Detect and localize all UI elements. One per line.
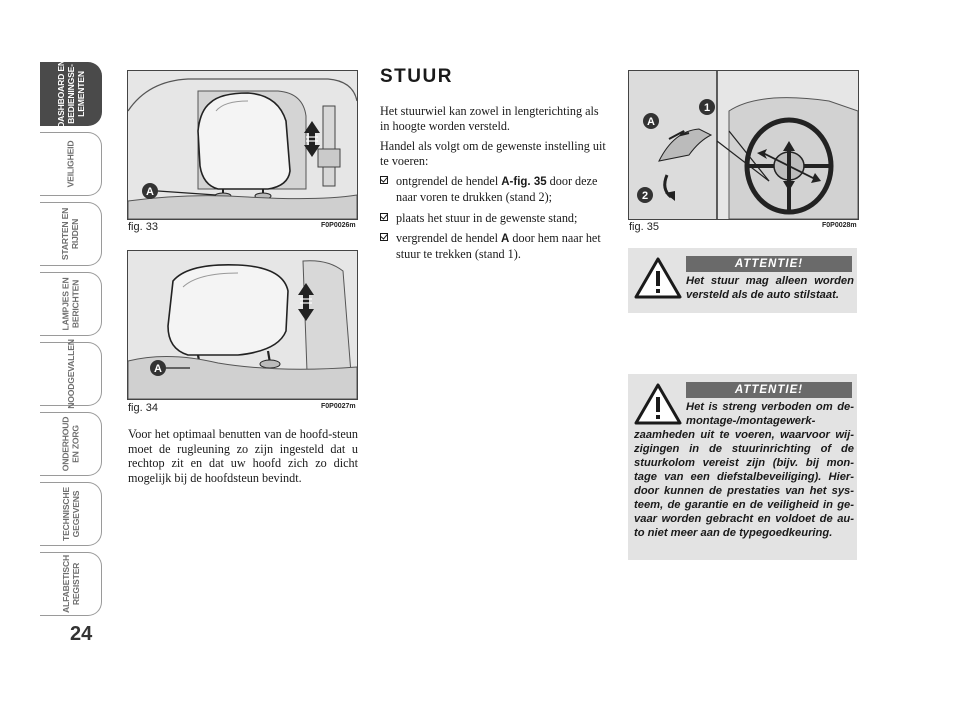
fig34-caption: fig. 34: [128, 402, 158, 414]
tab-label: LAMPJES EN BERICHTEN: [60, 277, 81, 331]
step-text: vergrendel de hendel: [396, 231, 502, 246]
steering-wheel-illustration: [629, 71, 858, 219]
fig33-marker-a: A: [146, 186, 154, 198]
steering-lead: Handel als volgt om de gewenste instelling uit te voeren:: [380, 139, 606, 168]
step-text: ontgrendel de hendel: [396, 174, 502, 189]
checkbox-bullet-icon: [380, 213, 388, 221]
steering-steps: [380, 174, 606, 261]
step-text: plaats het stuur in de gewenste stand;: [396, 210, 578, 225]
fig33-code: F0P0026m: [321, 222, 356, 229]
list-item: [380, 211, 606, 226]
tab-alfabetisch-register[interactable]: [40, 552, 102, 616]
tab-veiligheid[interactable]: [40, 132, 102, 196]
list-item: [380, 231, 606, 261]
fig35-caption: fig. 35: [629, 221, 659, 233]
fig35-marker-1: 1: [703, 102, 711, 114]
headrest-illustration: [128, 251, 357, 399]
warning-triangle-icon: [634, 382, 682, 426]
steering-intro: Het stuurwiel kan zowel in lengterichting als in hoogte worden versteld.: [380, 104, 599, 133]
step-text: door hem naar het stuur te trekken (stand 1).: [396, 231, 601, 261]
tab-technische-gegevens[interactable]: [40, 482, 102, 546]
fig35-marker-a: A: [647, 116, 655, 128]
warning-text-first: Het is streng verboden om de-montage-/montagewerk-: [686, 401, 854, 427]
figure-33-headrest: [127, 70, 358, 220]
warning-text: Het stuur mag alleen worden versteld als de auto stilstaat.: [686, 275, 854, 301]
tab-label: ONDERHOUD EN ZORG: [60, 416, 81, 472]
warning-text-rest: zaamheden uit te voeren, waarvoor wij-zigingen in de stuurinrichting of de stuurkolom vereist zijn (bijv. bij mon-tage van een diefstalbeveiliging). Hier-door kunnen de prestaties van het sys-teem, de garantie en de veiligheid in ge-vaar worden gebracht en voldoet de au-to niet meer aan de typegoedkeuring.: [634, 429, 854, 539]
tab-label: VEILIGHEID: [65, 140, 76, 188]
tab-label: DASHBOARD EN BEDIENINGSE- LEMENTEN: [55, 60, 86, 128]
fig33-caption: fig. 33: [128, 221, 158, 233]
checkbox-bullet-icon: [380, 233, 388, 241]
warning-box-modifications: [628, 374, 857, 560]
figure-reference: A-fig. 35: [501, 176, 547, 189]
tab-label: STARTEN EN RIJDEN: [60, 207, 81, 261]
figure-reference: A: [501, 233, 510, 246]
warning-triangle-icon: [634, 256, 682, 300]
fig35-marker-2: 2: [641, 190, 649, 202]
figure-34-headrest: [127, 250, 358, 400]
tab-starten-en-rijden[interactable]: [40, 202, 102, 266]
headrest-paragraph: [128, 427, 358, 491]
tab-label: TECHNISCHE GEGEVENS: [60, 487, 81, 541]
section-title: STUUR: [380, 66, 453, 87]
tab-lampjes-en-berichten[interactable]: [40, 272, 102, 336]
headrest-illustration: [128, 71, 357, 219]
figure-35-steering-wheel: [628, 70, 859, 220]
list-item: [380, 174, 606, 204]
page-number: 24: [70, 623, 93, 645]
tab-label: ALFABETISCH REGISTER: [60, 555, 81, 613]
warning-box-stationary: [628, 248, 857, 313]
tab-onderhoud-en-zorg[interactable]: [40, 412, 102, 476]
warning-title: ATTENTIE!: [686, 256, 852, 272]
steering-body: [380, 104, 606, 267]
step-text: door deze naar voren te drukken (stand 2);: [396, 174, 598, 204]
fig34-marker-a: A: [154, 363, 162, 375]
warning-title: ATTENTIE!: [686, 382, 852, 398]
checkbox-bullet-icon: [380, 176, 388, 184]
tab-label: NOODGEVALLEN: [65, 339, 76, 409]
headrest-text: Voor het optimaal benutten van de hoofd-steun moet de rugleuning zo zijn ingesteld dat u rechtop zit en dat uw hoofd zich zo dicht mogelijk bij de hoofdsteun bevindt.: [128, 427, 358, 485]
tab-noodgevallen[interactable]: [40, 339, 102, 409]
fig34-code: F0P0027m: [321, 403, 356, 410]
fig35-code: F0P0028m: [822, 222, 857, 229]
tab-dashboard[interactable]: [40, 62, 102, 126]
